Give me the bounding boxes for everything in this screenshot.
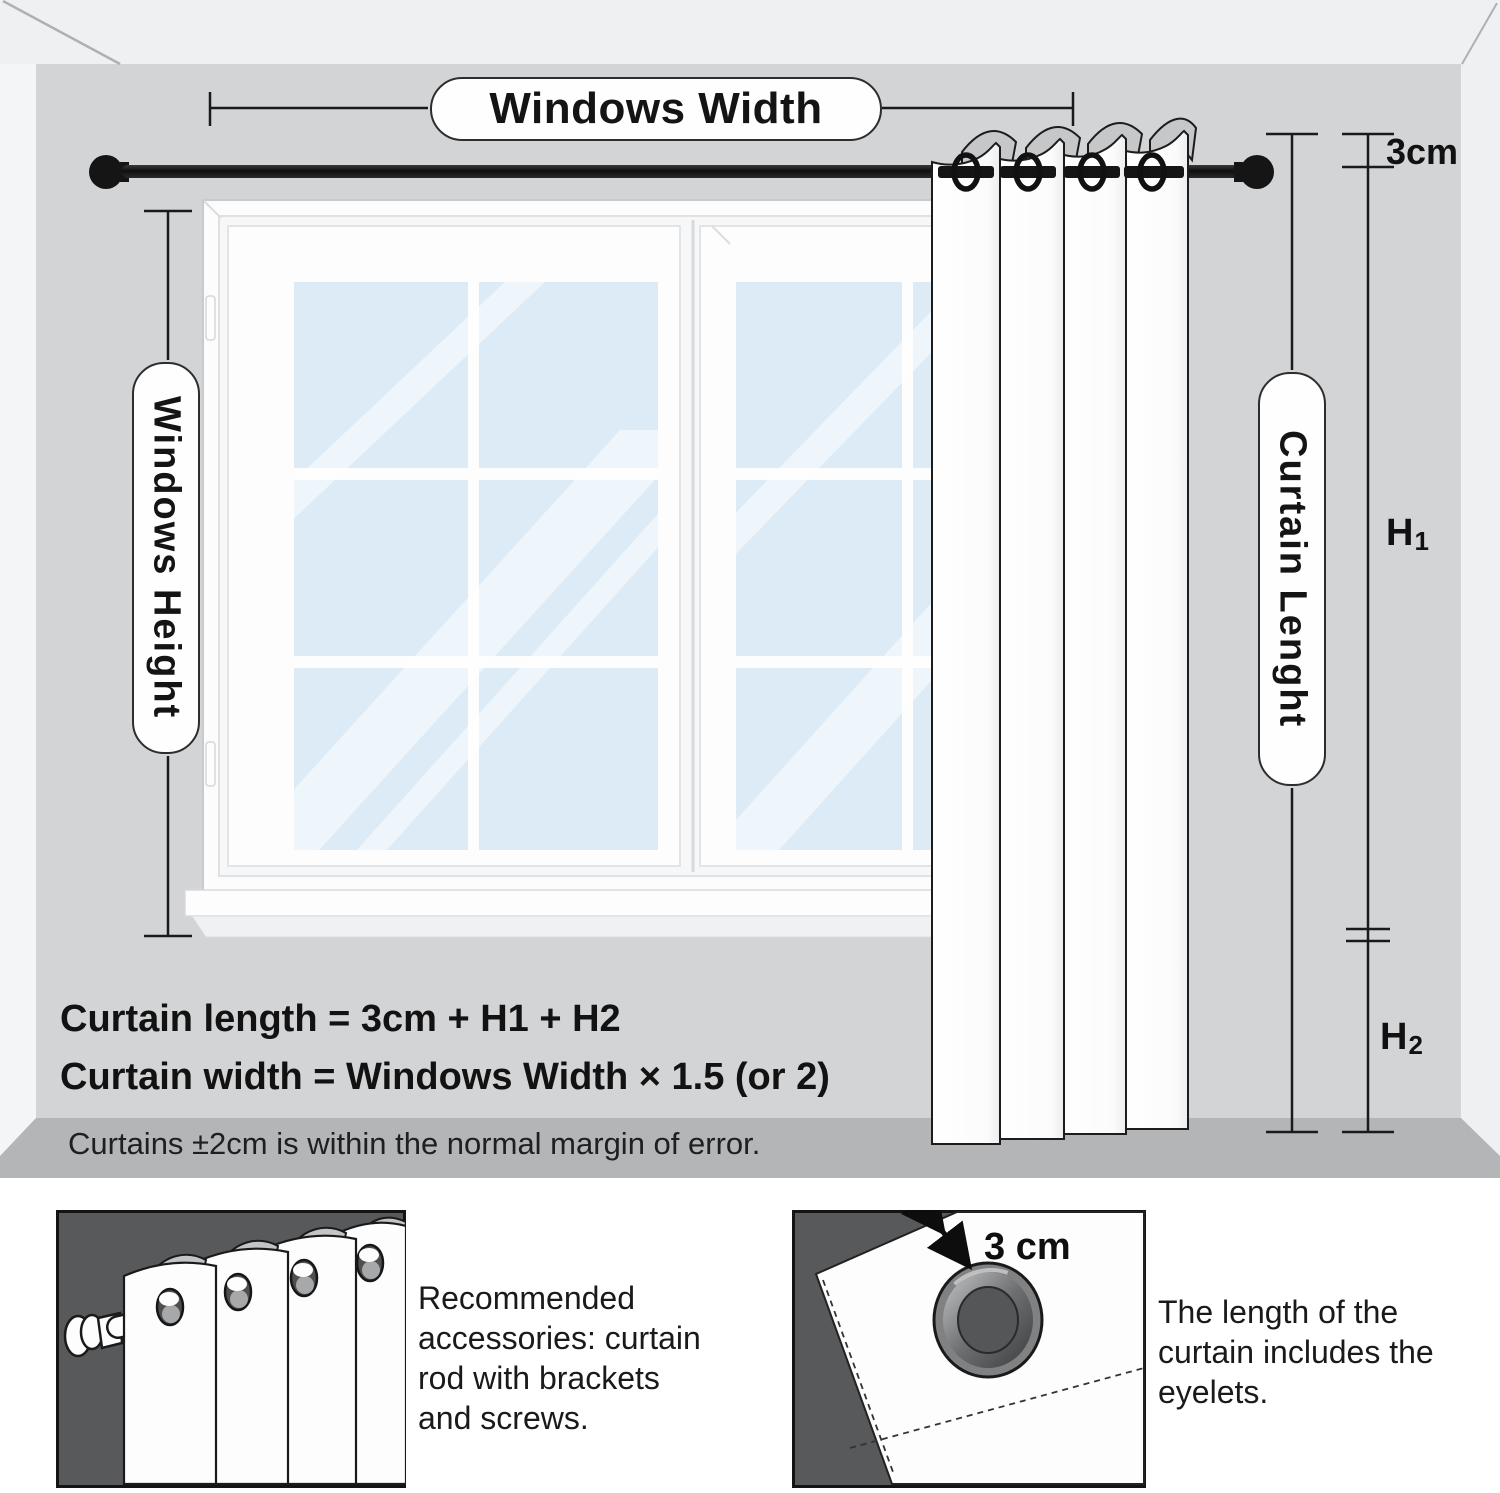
windows-height-label (132, 362, 200, 754)
windows-height-label-text: Windows Height (145, 396, 188, 720)
eyelet-hole (357, 1245, 383, 1281)
curtain-length-formula: Curtain length = 3cm + H1 + H2 (60, 998, 621, 1040)
eyelet-measure-label: 3 cm (984, 1226, 1071, 1268)
curtain-width-formula: Curtain width = Windows Width × 1.5 (or 2) (60, 1056, 830, 1098)
right-side-wall (1461, 8, 1500, 1158)
ceiling (0, 0, 1500, 64)
curtain-panels (932, 131, 1188, 1144)
windows-width-label-text: Windows Width (489, 84, 823, 133)
curtain-length-label-text: Curtain Lenght (1271, 429, 1314, 729)
curtain-panel-3 (1060, 135, 1126, 1134)
curtain (932, 119, 1196, 1144)
h2-label: H2 (1380, 1016, 1423, 1060)
eyelets-note (1158, 1292, 1434, 1412)
accessories-note-line: accessories: curtain (418, 1320, 701, 1356)
hinge-bottom (206, 742, 215, 786)
hinge-top (206, 296, 215, 340)
curtain-panel-2 (996, 139, 1064, 1139)
rod-accessories-illustration (56, 1210, 406, 1488)
h1-label: H1 (1386, 512, 1429, 556)
left-side-wall (0, 20, 36, 1160)
eyelet-closeup-illustration (792, 1210, 1146, 1488)
eyelet-hole (291, 1260, 317, 1296)
curtain-length-label (1258, 372, 1326, 786)
accessories-note-line: rod with brackets (418, 1360, 660, 1396)
curtain-panel-4 (1122, 131, 1188, 1129)
rod-finial-left (89, 155, 123, 189)
curtain-panel-1 (932, 143, 1000, 1144)
accessories-note-line: Recommended (418, 1280, 635, 1316)
accessories-note-line: and screws. (418, 1400, 589, 1436)
eyelet-hole (157, 1289, 183, 1325)
eyelets-note-line: The length of the (1158, 1294, 1399, 1330)
rod-finial-right (1240, 155, 1274, 189)
eyelet-hole (225, 1274, 251, 1310)
window-sill (185, 890, 965, 916)
accessories-note (418, 1278, 701, 1438)
tolerance-note: Curtains ±2cm is within the normal margin of error. (68, 1126, 761, 1161)
window-sill-base (192, 916, 965, 937)
rod-offset-3cm-label: 3cm (1386, 131, 1459, 172)
eyelets-note-line: curtain includes the (1158, 1334, 1434, 1370)
eyelets-note-line: eyelets. (1158, 1374, 1269, 1410)
windows-width-label (430, 77, 882, 141)
